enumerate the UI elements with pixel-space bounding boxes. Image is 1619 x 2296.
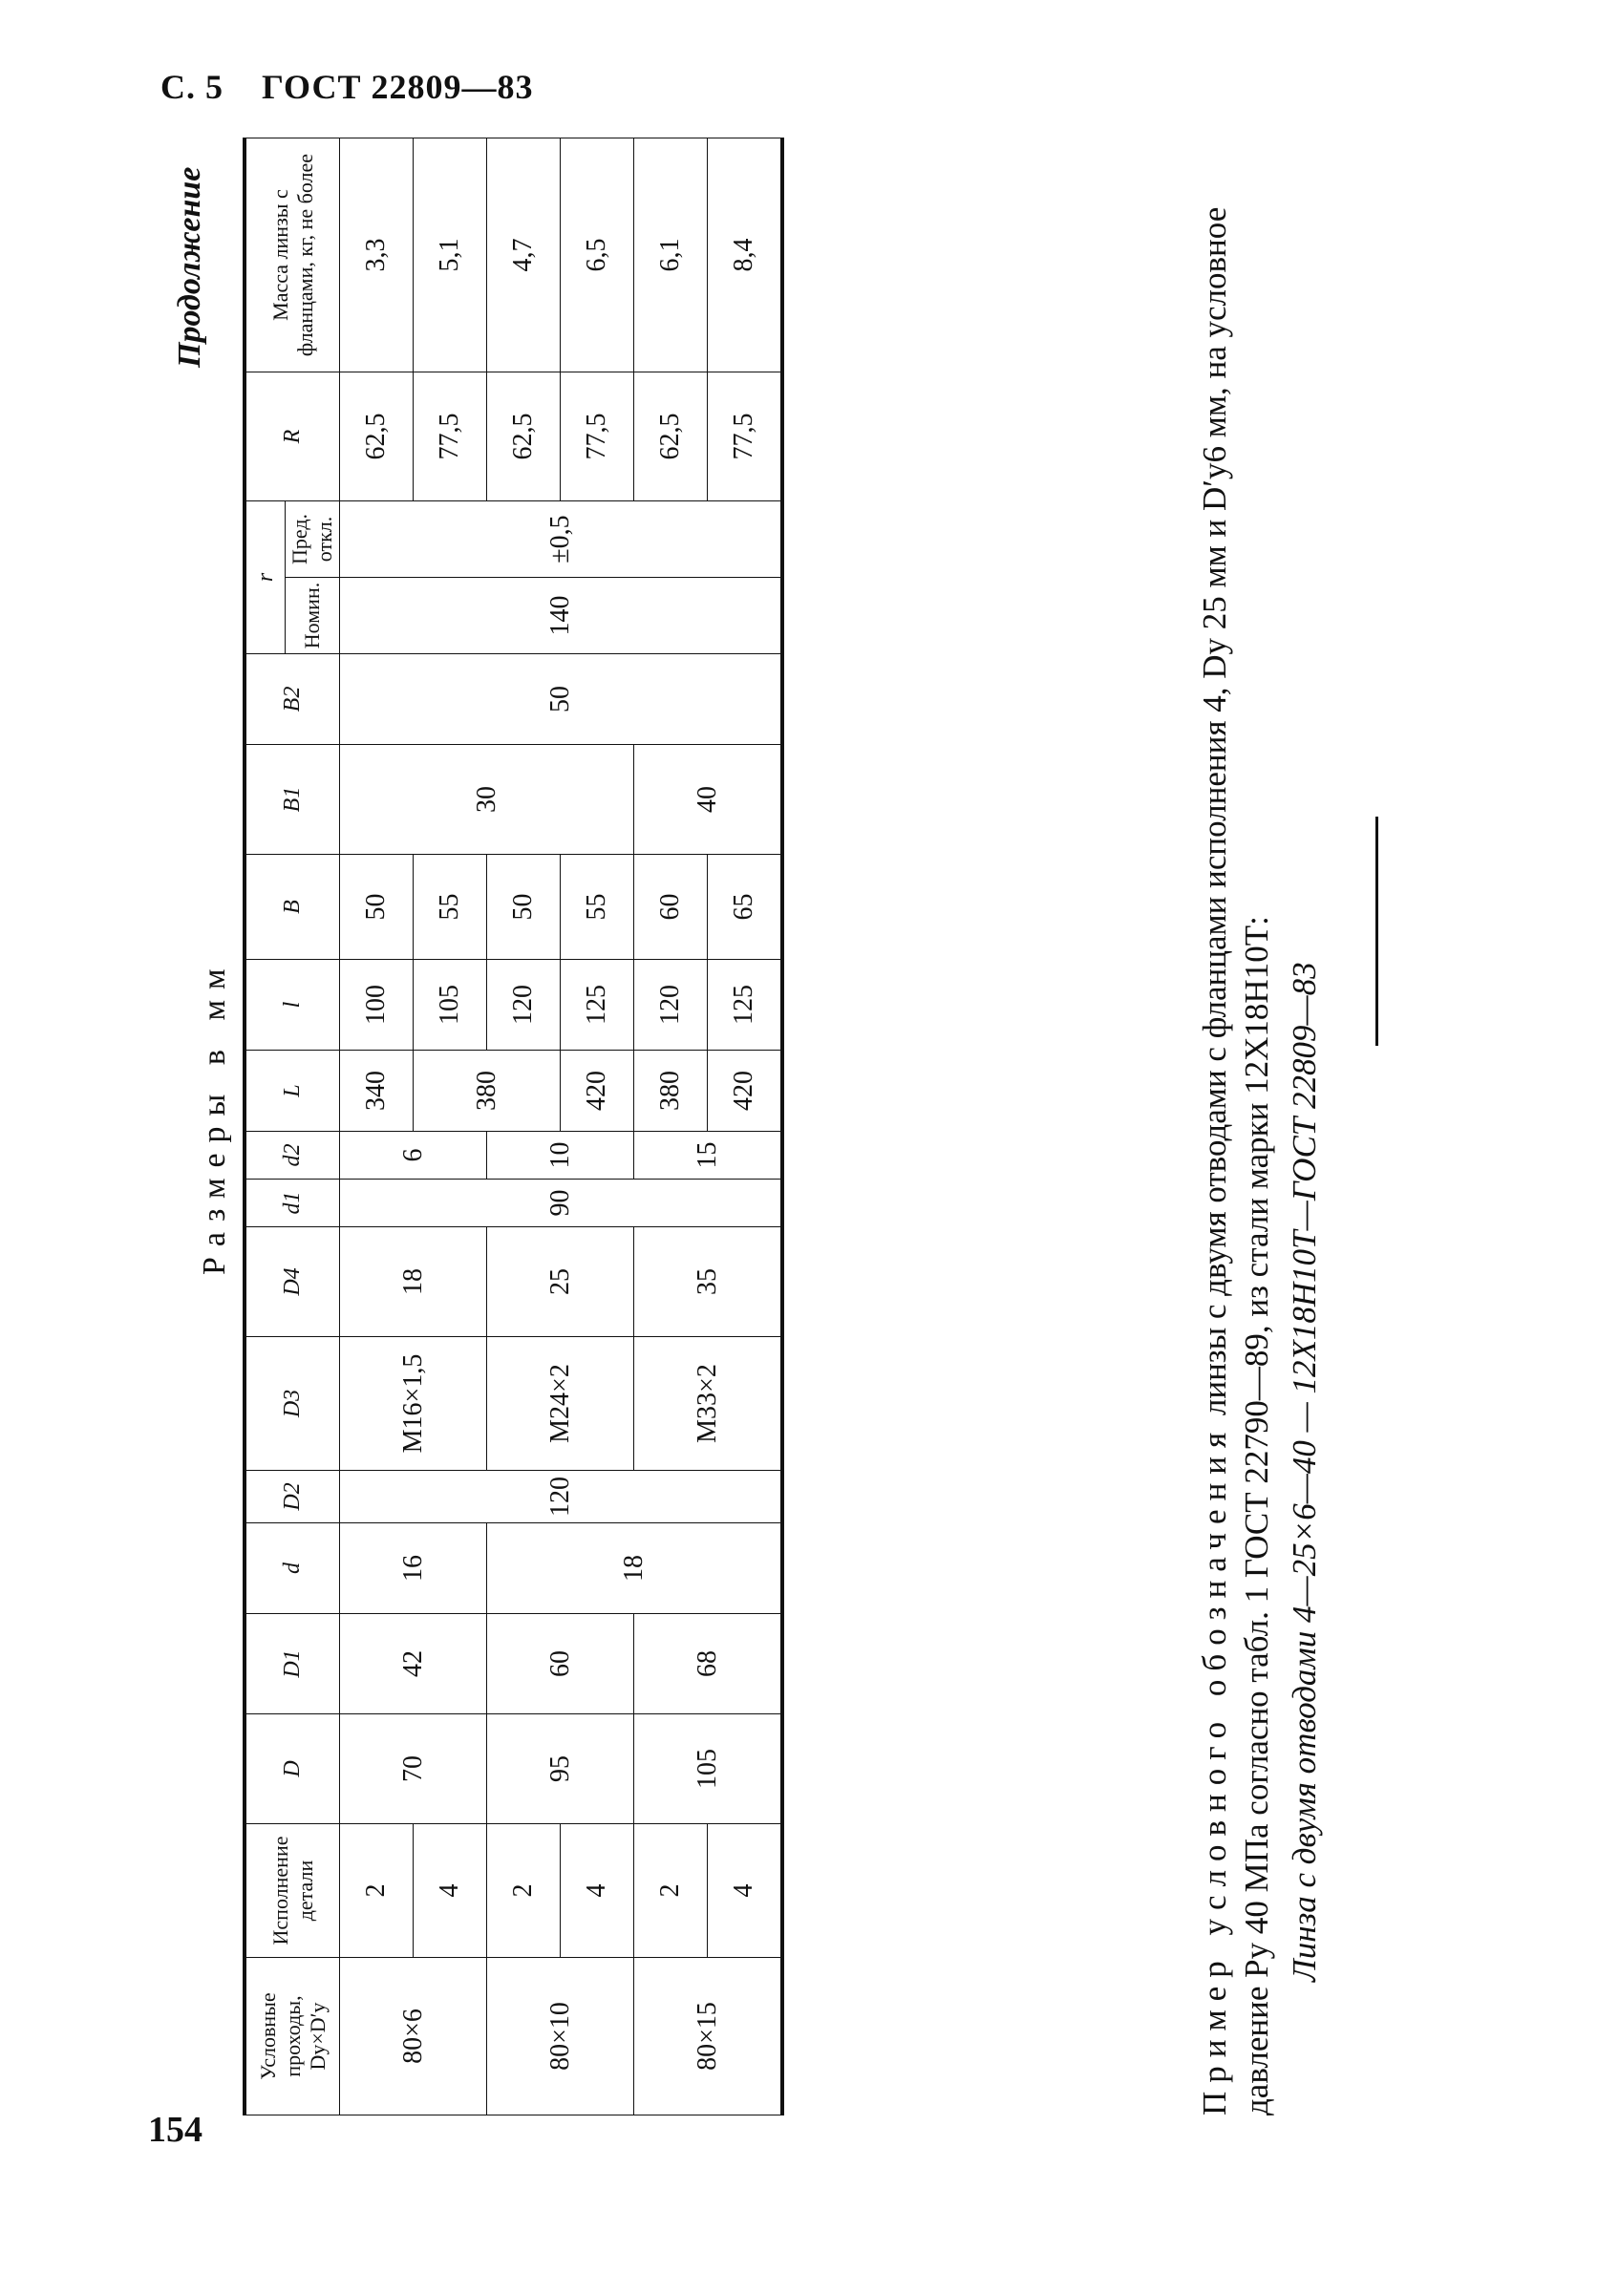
cell-execution: 2 [634, 1824, 708, 1958]
cell-d: 16 [340, 1523, 487, 1614]
cell-L: 340 [340, 1051, 414, 1132]
cell-D3: M16×1,5 [340, 1337, 487, 1471]
cell-R: 77,5 [561, 372, 634, 501]
header-r-nominal: Номин. [286, 578, 340, 654]
page-number: 154 [148, 2110, 202, 2150]
cell-B: 65 [708, 855, 783, 960]
cell-D2: 120 [340, 1471, 783, 1523]
header-mass: Масса линзы с фланцами, кг, не более [245, 138, 340, 372]
example-designation: Линза с двумя отводами 4—25×6—40 — 12Х18Н10Т—ГОСТ 22809—83 [1286, 962, 1323, 1982]
cell-B: 60 [634, 855, 708, 960]
cell-B2: 50 [340, 654, 783, 745]
cell-passage: 80×15 [634, 1958, 783, 2115]
cell-B1: 40 [634, 745, 783, 855]
designation-underline [1375, 817, 1378, 1046]
cell-R: 77,5 [414, 372, 487, 501]
header-execution: Исполнение детали [245, 1824, 340, 1958]
page-label: С. 5 [160, 68, 224, 106]
cell-B1: 30 [340, 745, 634, 855]
table-row [634, 138, 708, 2115]
cell-mass: 8,4 [708, 138, 783, 372]
cell-L: 380 [634, 1051, 708, 1132]
cell-D4: 35 [634, 1227, 783, 1337]
cell-l: 125 [561, 960, 634, 1051]
cell-D3: M33×2 [634, 1337, 783, 1471]
cell-D4: 25 [487, 1227, 634, 1337]
cell-L: 420 [561, 1051, 634, 1132]
rotated-content [162, 153, 1452, 2115]
cell-D1: 60 [487, 1614, 634, 1714]
cell-mass: 3,3 [340, 138, 414, 372]
cell-d2: 10 [487, 1132, 634, 1180]
cell-l: 120 [634, 960, 708, 1051]
sizes-caption: Размеры в мм [197, 958, 232, 1275]
cell-execution: 4 [561, 1824, 634, 1958]
cell-r-deviation: ±0,5 [340, 501, 783, 578]
cell-D: 105 [634, 1714, 783, 1824]
header-passage: Условные проходы, Dу×D′у [245, 1958, 340, 2115]
cell-R: 62,5 [487, 372, 561, 501]
header-l: l [245, 960, 340, 1051]
cell-D: 70 [340, 1714, 487, 1824]
header-R: R [245, 372, 340, 501]
continuation-label: Продолжение [172, 166, 207, 368]
header-B1: B1 [245, 745, 340, 855]
cell-mass: 4,7 [487, 138, 561, 372]
cell-L: 380 [414, 1051, 561, 1132]
page-header [160, 67, 562, 107]
cell-D3: M24×2 [487, 1337, 634, 1471]
header-D4: D4 [245, 1227, 340, 1337]
header-D: D [245, 1714, 340, 1824]
header-d2: d2 [245, 1132, 340, 1180]
header-r: r [245, 501, 286, 654]
cell-execution: 2 [487, 1824, 561, 1958]
cell-mass: 5,1 [414, 138, 487, 372]
header-D3: D3 [245, 1337, 340, 1471]
cell-passage: 80×6 [340, 1958, 487, 2115]
cell-D4: 18 [340, 1227, 487, 1337]
cell-mass: 6,1 [634, 138, 708, 372]
cell-d2: 6 [340, 1132, 487, 1180]
cell-l: 125 [708, 960, 783, 1051]
dimensions-table [243, 138, 784, 2115]
header-B: B [245, 855, 340, 960]
header-D1: D1 [245, 1614, 340, 1714]
cell-R: 62,5 [340, 372, 414, 501]
header-B2: B2 [245, 654, 340, 745]
cell-r-nominal: 140 [340, 578, 783, 654]
header-d: d [245, 1523, 340, 1614]
example-lead: Пример условного обозначения [1196, 1423, 1233, 2115]
cell-passage: 80×10 [487, 1958, 634, 2115]
header-L: L [245, 1051, 340, 1132]
standard-label: ГОСТ 22809—83 [262, 68, 534, 106]
cell-R: 77,5 [708, 372, 783, 501]
cell-B: 55 [561, 855, 634, 960]
cell-d1: 90 [340, 1180, 783, 1227]
cell-L: 420 [708, 1051, 783, 1132]
cell-mass: 6,5 [561, 138, 634, 372]
example-text: линзы с двумя отводами с фланцами исполнения 4, Dу 25 мм и D′у6 мм, на условное давление Pу 40 МПа согласно табл. 1 ГОСТ 22790—89, из стали марки 12Х18Н10Т: [1196, 206, 1275, 2115]
header-d1: d1 [245, 1180, 340, 1227]
cell-B: 55 [414, 855, 487, 960]
cell-D: 95 [487, 1714, 634, 1824]
table-row [340, 138, 414, 2115]
cell-execution: 4 [708, 1824, 783, 1958]
cell-d2: 15 [634, 1132, 783, 1180]
cell-l: 120 [487, 960, 561, 1051]
cell-B: 50 [487, 855, 561, 960]
cell-B: 50 [340, 855, 414, 960]
header-r-deviation: Пред. откл. [286, 501, 340, 578]
cell-l: 105 [414, 960, 487, 1051]
cell-D1: 68 [634, 1614, 783, 1714]
cell-R: 62,5 [634, 372, 708, 501]
cell-execution: 4 [414, 1824, 487, 1958]
header-D2: D2 [245, 1471, 340, 1523]
cell-D1: 42 [340, 1614, 487, 1714]
cell-execution: 2 [340, 1824, 414, 1958]
designation-example [1194, 205, 1326, 2115]
cell-l: 100 [340, 960, 414, 1051]
cell-d: 18 [487, 1523, 783, 1614]
